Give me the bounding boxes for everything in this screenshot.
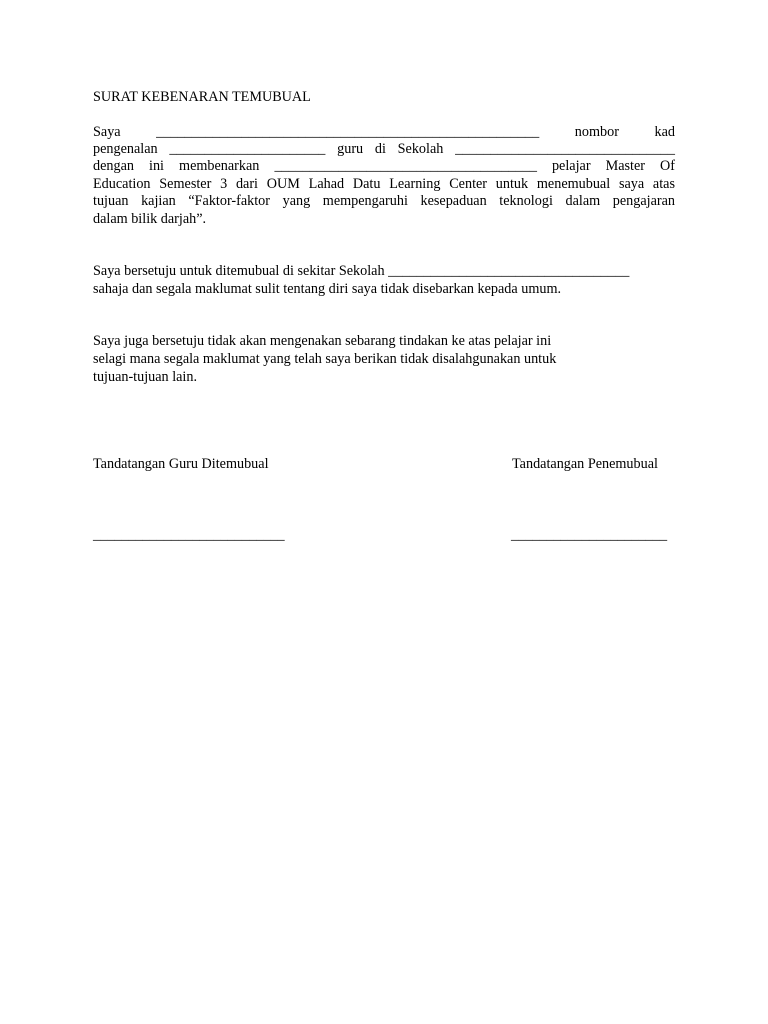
paragraph-1-line: Saya ______________________________________________________ nombor kad — [93, 124, 675, 140]
paragraph-2-line: sahaja dan segala maklumat sulit tentang diri saya tidak disebarkan kepada umum. — [93, 281, 562, 297]
paragraph-1-line: pengenalan ______________________ guru di Sekolah _______________________________ — [93, 141, 675, 157]
signature-label-interviewer: Tandatangan Penemubual — [512, 456, 658, 472]
signature-line-interviewee: ___________________________ — [93, 527, 285, 543]
paragraph-2-line: Saya bersetuju untuk ditemubual di sekitar Sekolah __________________________________ — [93, 263, 630, 279]
document-title: SURAT KEBENARAN TEMUBUAL — [93, 89, 311, 105]
paragraph-3-line: selagi mana segala maklumat yang telah saya berikan tidak disalahgunakan untuk — [93, 351, 557, 367]
paragraph-3-line: Saya juga bersetuju tidak akan mengenakan sebarang tindakan ke atas pelajar ini — [93, 333, 552, 349]
paragraph-1-line: dengan ini membenarkan _____________________________________ pelajar Master Of — [93, 158, 675, 174]
signature-label-interviewee: Tandatangan Guru Ditemubual — [93, 456, 269, 472]
paragraph-1-line: Education Semester 3 dari OUM Lahad Datu Learning Center untuk menemubual saya atas — [93, 176, 675, 192]
paragraph-1-line: tujuan kajian “Faktor-faktor yang mempengaruhi kesepaduan teknologi dalam pengajaran — [93, 193, 675, 209]
paragraph-3-line: tujuan-tujuan lain. — [93, 369, 198, 385]
paragraph-1-line: dalam bilik darjah”. — [93, 211, 207, 227]
signature-line-interviewer: ______________________ — [511, 527, 668, 543]
